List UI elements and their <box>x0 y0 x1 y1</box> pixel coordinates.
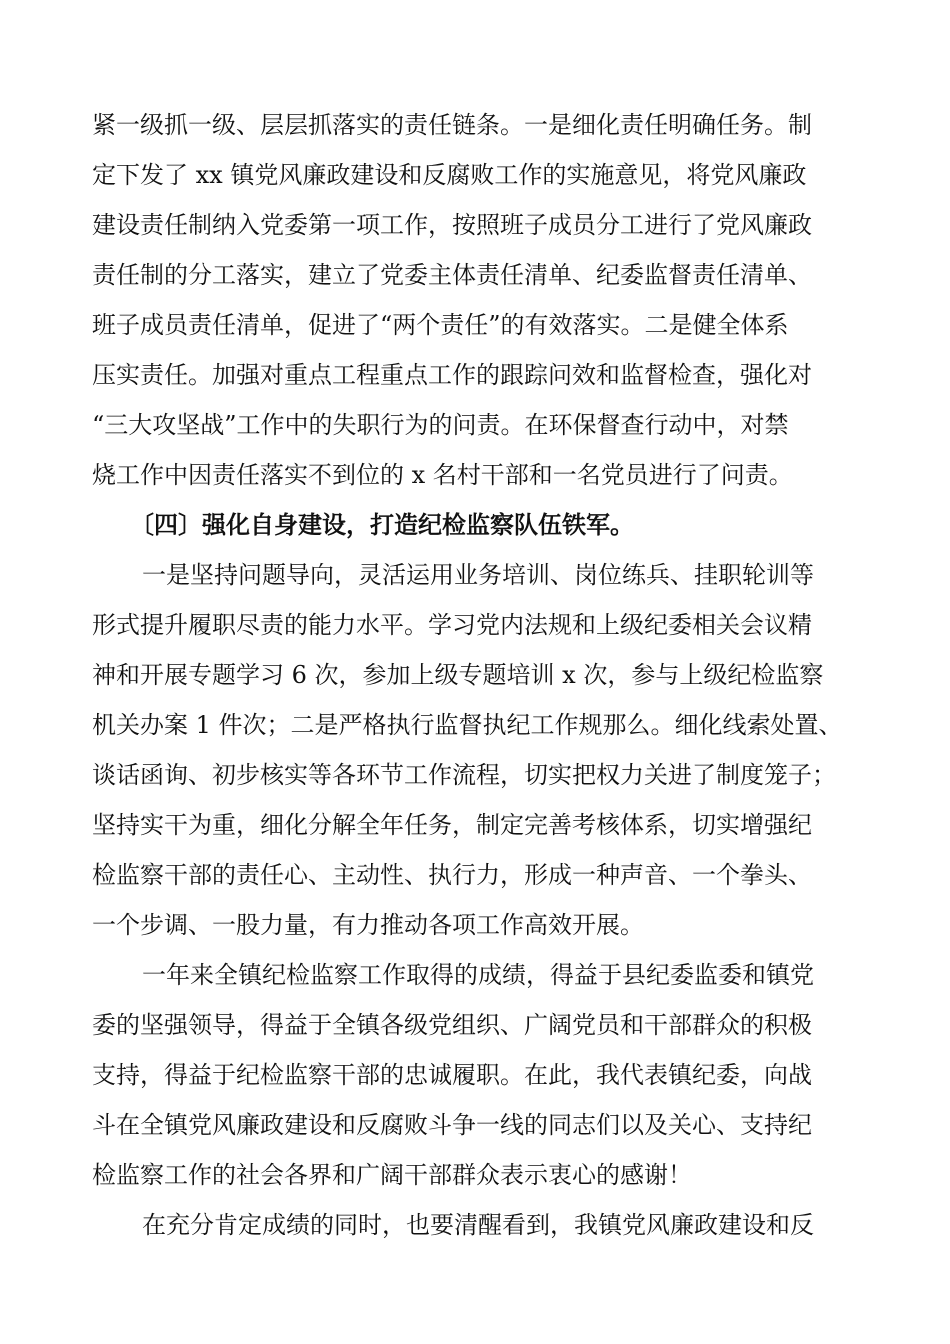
paragraph-line: 一年来全镇纪检监察工作取得的成绩，得益于县纪委监委和镇党 <box>142 961 814 989</box>
paragraph-line: 谈话函询、初步核实等各环节工作流程，切实把权力关进了制度笼子； <box>92 761 836 789</box>
paragraph-line: 检监察干部的责任心、主动性、执行力，形成一种声音、一个拳头、 <box>92 861 812 889</box>
paragraph-line: 委的坚强领导，得益于全镇各级党组织、广阔党员和干部群众的积极 <box>92 1011 812 1039</box>
paragraph-line: 坚持实干为重，细化分解全年任务，制定完善考核体系，切实增强纪 <box>92 811 812 839</box>
paragraph-line: 班子成员责任清单，促进了“两个责任”的有效落实。二是健全体系 <box>92 311 789 339</box>
paragraph-line: 斗在全镇党风廉政建设和反腐败斗争一线的同志们以及关心、支持纪 <box>92 1111 812 1139</box>
paragraph-line: 建设责任制纳入党委第一项工作，按照班子成员分工进行了党风廉政 <box>92 211 812 239</box>
section-heading: 〔四〕强化自身建设，打造纪检监察队伍铁军。 <box>130 511 634 539</box>
paragraph-line: 责任制的分工落实，建立了党委主体责任清单、纪委监督责任清单、 <box>92 261 812 289</box>
paragraph-line: 在充分肯定成绩的同时，也要清醒看到，我镇党风廉政建设和反 <box>142 1211 814 1239</box>
paragraph-line: 紧一级抓一级、层层抓落实的责任链条。一是细化责任明确任务。制 <box>92 111 812 139</box>
paragraph-line: 定下发了 xx 镇党风廉政建设和反腐败工作的实施意见，将党风廉政 <box>92 161 807 189</box>
paragraph-line: 检监察工作的社会各界和广阔干部群众表示衷心的感谢！ <box>92 1161 692 1189</box>
paragraph-line: 神和开展专题学习 6 次，参加上级专题培训 x 次，参与上级纪检监察 <box>92 661 824 689</box>
paragraph-line: 烧工作中因责任落实不到位的 x 名村干部和一名党员进行了问责。 <box>92 461 793 489</box>
paragraph-line: 一个步调、一股力量，有力推动各项工作高效开展。 <box>92 911 644 939</box>
paragraph-line: 支持，得益于纪检监察干部的忠诚履职。在此，我代表镇纪委，向战 <box>92 1061 812 1089</box>
paragraph-line: 机关办案 1 件次；二是严格执行监督执纪工作规那么。细化线索处置、 <box>92 711 843 739</box>
paragraph-line: “三大攻坚战”工作中的失职行为的问责。在环保督查行动中，对禁 <box>92 411 789 439</box>
paragraph-line: 压实责任。加强对重点工程重点工作的跟踪问效和监督检查，强化对 <box>92 361 812 389</box>
paragraph-line: 一是坚持问题导向，灵活运用业务培训、岗位练兵、挂职轮训等 <box>142 561 814 589</box>
paragraph-line: 形式提升履职尽责的能力水平。学习党内法规和上级纪委相关会议精 <box>92 611 812 639</box>
